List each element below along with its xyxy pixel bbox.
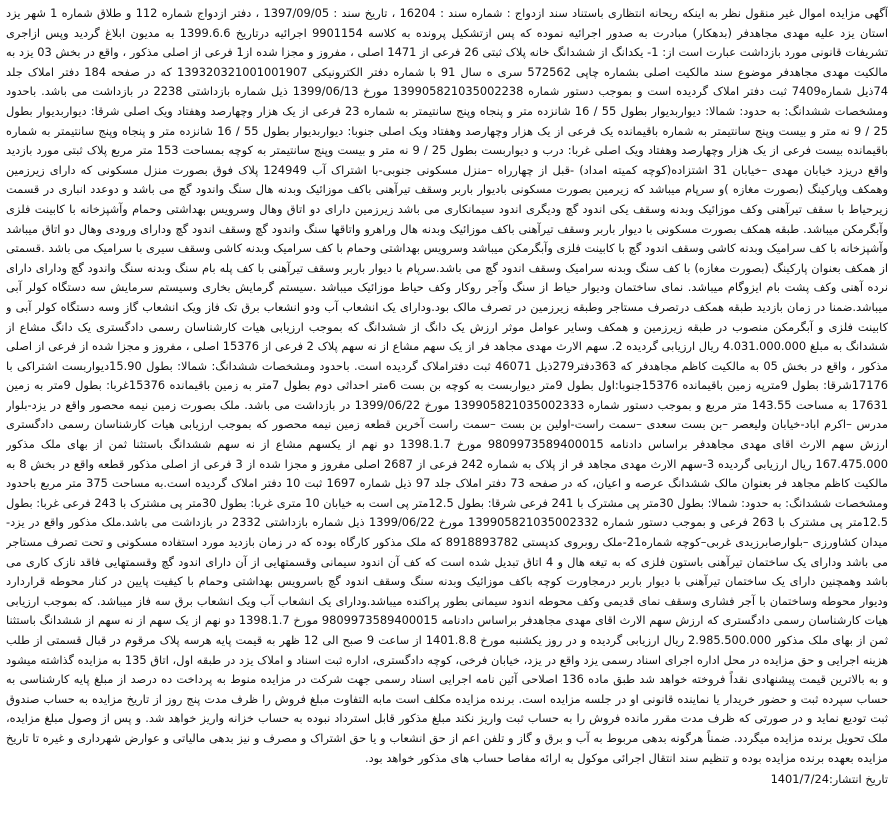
notice-body-paragraph: آگهی مزایده اموال غیر منقول نظر به اینکه ریحانه انتظاری باستناد سند ازدواج : شماره سند : 16204 ، تاریخ سند : 1397/09/05 ، دفتر ازدواج شماره 112 و طلاق شماره 1 شهر یزد استان یزد علیه مهدی مجاهدفر (بدهکار) مبادرت به صدور اجرائیه نموده که پس ازتشکیل پرونده به کلاسه 9901154 اجرائیه درتاریخ 1399.6.6 به مدیون ابلاغ گردید وپس ازاجری تشریفات قانونی مورد بازداشت عبارت است از: 1- یکدانگ از ششدانگ خانه پلاک ثبتی 26 فرعی از 1471 اصلی ، مفروز و مجزا شده از1 فرعی از اصلی مذکور ، واقع در بخش 03 یزد به مالکیت مهدی مجاهدفر موضوع سند مالکیت اصلی بشماره چاپی 572562 سری ه سال 91 با شماره دفتر الکترونیکی 139320321001001907 که در صفحه 184 دفتر املاک جلد 74ذیل شماره7409 ثبت دفتر املاک گردیده است و بموجب دستور شماره 139905821035002238 مورخ 1399/06/13 ذیل شماره بازداشتی 2238 در بازداشت می باشد. باحدود ومشخصات ششدانگ: به حدود: شمالا: دیواربدیوار بطول 55 / 16 شانزده متر و پنجاه وپنج سانتیمتر به شماره 23 فرعی از یک هزار وچهارصد وهفتاد ویک اصلی شرقا: دیواربدیوار بطول 25 / 9 نه متر و بیست وپنج سانتیمتر به شماره باقیمانده یک فرعی از یک هزار وچهارصد وهفتاد ویک اصلی جنوبا: دیواربدیوار بطول 55 / 16 شانزده متر و پنجاه وپنج سانتیمتر به شماره باقیمانده بیست فرعی از یک هزار وچهارصد وهفتاد ویک اصلی غربا: درب و دیواربست بطول 25 / 9 نه متر و بیست وپنج سانتیمتر به کوچه بمساحت 153 متر مربع پلاک ثبتی مورد بازدید واقع دریزد خیابان مهدی –خیابان 31 اشتزاده(کوچه کمیته امداد) -قبل از چهارراه –منزل مسکونی جنوبی-با اشتراک آب 124949 پلاک فوق بصورت منزل مسکونی که دارای زیرزمین وهمکف وپارکینگ (بصورت مغازه )و سرپام میباشد که زیرمین بصورت مسکونی بادیوار باربر وسقف تیرآهنی باکف موزائیک وبدنه هال سنگ واندود گچ می باشد و دوعدد انباری در قسمت زیرحیاط با سقف تیرآهنی وکف موزائیک وبدنه وسقف یکی اندود گچ ودیگری اندود سیمانکاری می باشد زیرزمین دارای دو اتاق وهال وسرویس بهداشتی وحمام وآشپزخانه با کابینت فلزی وآبگرمکن میباشد. طبقه همکف بصورت مسکونی با دیوار باربر وسقف تیرآهنی باکف موزائیک وبدنه هال وراهرو واتاقها سنگ واندود گچ وسقف اندود گچ ودارای ورودی وهال دو اتاق میباشد وآشپزخانه با کف سرامیک وبدنه کاشی وسقف اندود گچ با کابینت فلزی وآبگرمکن میباشد وسرویس بهداشتی وحمام با کف سرامیک وبدنه کاشی وسقف سیری با سرامیک می باشد .قسمتی از همکف بعنوان پارکینگ (بصورت مغازه) با کف سنگ وبدنه سرامیک وسقف اندود گچ می باشد.سرپام با دیوار باربر وسقف تیرآهنی با کف پله بام سنگ وبدنه سنگ واندود گچ ودارای دارای نرده آهنی وکف پشت بام ایزوگام میباشد. نمای ساختمان ودیوار حیاط از سنگ وآجر روکار وکف حیاط موزائیک میباشد .سیستم گرمایش بخاری وسیستم سرمایش سه دستگاه کولر آبی میباشد.ضمنا در زمان بازدید طبقه همکف درتصرف مستاجر وطبقه زیرزمین در تصرف مالک بود.ودارای یک انشعاب آب ودو انشعاب برق تک فاز ویک انشعاب گاز وسه دستگاه کولر آبی و کابینت فلزی و آبگرمکن منصوب در طبقه زیرزمین و همکف وسایر عوامل موثر ارزش یک دانگ از ششدانگ که بموجب ارزیابی هیات کارشناسان رسمی دادگستری یک دانگ مشاع از ششدانگ به مبلغ 4.031.000.000 ریال ارزیابی گردیده 2. سهم الارث مهدی مجاهد فر از یک سهم مشاع از نه سهم پلاک 2 فرعی از 15376 اصلی ، مفروز و مجزا شده از فرعی از اصلی مذکور ، واقع در بخش 05 به مالکیت کاظم مجاهدفر که 363دفتر279ذیل 46071 ثبت دفتراملاک گردیده است. باحدود ومشخصات ششدانگ: شمالا: بطول 15.90دیواربست اشتراکی با 17176شرقا: بطول 9مترپه زمین باقیمانده 15376جنوبا:اول بطول 9متر دیواربست به کوچه بن بست 6متر احداثی دوم بطول 7متر به زمین باقیمانده 15376غربا: بطول 9متر به زمین 17631 به مساحت 143.55 متر مربع و بموجب دستور شماره 139905821035002333 مورخ 1399/06/22 در بازداشت می باشد. ملک بصورت زمین نیمه محصور واقع در یزد-بلوار مدرس –اکرم اباد-خیابان ولیعصر –بن بست سعدی –سمت راست-اولین بن بست –سمت راست آخرین قطعه زمین نیمه محصور که بموجب ارزیابی هیات کارشناسان رسمی دادگستری ارزش سهم الارث اقای مهدی مجاهدفر براساس دادنامه 9809973589400015 مورخ 1398.1.7 دو نهم از یکسهم مشاع از نه سهم ششدانگ باستثنا ثمن از بهای ملک مذکور 167.475.000 ریال ارزیابی گردیده 3-سهم الارث مهدی مجاهد فر از پلاک به شماره 242 فرعی از 2687 اصلی مفروز و مجزا شده از 3 فرعی از اصلی مذکور قطعه واقع در بخش 8 به مالکیت کاظم مجاهد فر بعنوان مالک ششدانگ عرصه و اعیان، که در صفحه 73 دفتر املاک جلد 97 ذیل شماره 1697 ثبت 10 دفتر املاک گردیده است.به مساحت 375 متر مربع باحدود ومشخصات ششدانگ: به حدود: شمالا: بطول 30متر پی مشترک با 241 فرعی شرقا: بطول 12.5متر پی است به خیابان 10 متری غربا: بطول 30متر پی مشترک با 243 فرعی غربا: بطول 12.5متر پی مشترک با 263 فرعی و بموجب دستور شماره 139905821035002332 مورخ 1399/06/22 ذیل شماره بازداشتی 2332 در بازداشت می باشد.ملک مذکور واقع در یزد-میدان کشاورزی –بلوارصابرزیدی غربی–کوچه شماره21-ملک روبروی کدپستی 8918893782 که ملک مذکور کارگاه بوده که در زمان بازدید مورد استفاده مسکونی و تحت تصرف مستاجر می باشد ودارای یک ساختمان تیرآهنی باستون فلزی که به تیغه هال و 4 اتاق تبدیل شده است که کف آن اندود سیمانی وقسمتهایی از آن دارای اندود گچ وقسمتهایی فاقد نازک کاری می باشد وهمچنین دارای یک ساختمان تیرآهنی با دیوار باربر درمجاورت کوچه باکف موزائیک وبدنه سنگ وسقف اندود گچ باسرویس بهداشتی وحمام با کیفیت پایین در کنار محوطه قراردارد ودیوار محوطه وساختمان با آجر فشاری وسقف نمای قدیمی وکف محوطه اندود سیمانی بطور پراکنده میباشد.ودارای یک انشعاب آب ویک انشعاب برق سه فاز میباشد. که بموجب ارزیابی هیات کارشناسان رسمی دادگستری که ارزش سهم الارث اقای مهدی مجاهدفر براساس دادنامه 9809973589400015 مورخ 1398.1.7 دو نهم از یک سهم از نه سهم از ششدانگ باستثنا ثمن از بهای ملک مذکور 2.985.500.000 ریال ارزیابی گردیده و در روز یکشنبه مورخ 1401.8.8 از ساعت 9 صبح الی 12 ظهر به قیمت پایه هرسه پلاک مرقوم در قبال قسمتی از طلب هزینه اجرایی و حق مزایده در محل اداره اجرای اسناد رسمی یزد واقع در یزد، خیابان فرخی، کوچه دادگستری، اداره ثبت اسناد و املاک یزد در طبقه اول، اتاق 135 به مزایده گذاشته میشود و به بالاترین قیمت پیشنهادی نقداً فروخته خواهد شد طبق ماده 136 اصلاحی آئین نامه اجرایی اسناد رسمی جهت شرکت در مزایده منوط به پرداخت ده درصد از مبلغ پایه کارشناسی به حساب سپرده ثبت و حضور خریدار یا نماینده قانونی او در جلسه مزایده است. برنده مزایده مکلف است مابه التفاوت مبلغ فروش را ظرف مدت پنج روز از تاریخ مزایده به حساب صندوق ثبت تودیع نماید و در صورتی که ظرف مدت مقرر مانده فروش را به حساب ثبت واریز نکند مبلغ مذکور قابل استرداد نبوده به حساب خزانه واریز خواهد شد. و پس از وصول مبلغ مزایده، ملک تحویل برنده مزایده میگردد. ضمناً هرگونه بدهی مربوط به آب و برق و گاز و تلفن اعم از حق انشعاب و یا حق اشتراک و مصرف و نیز بدهی مالیاتی و عوارض شهرداری و غیره تا تاریخ مزایده بعهده برنده مزایده بوده و تنظیم سند انتقال اجرائی موکول به ارائه مفاصا حساب های مذکور خواهد بود. (6, 6, 888, 765)
auction-notice-document (6, 4, 888, 826)
publish-date: تاریخ انتشار:1401/7/24 (770, 772, 888, 787)
